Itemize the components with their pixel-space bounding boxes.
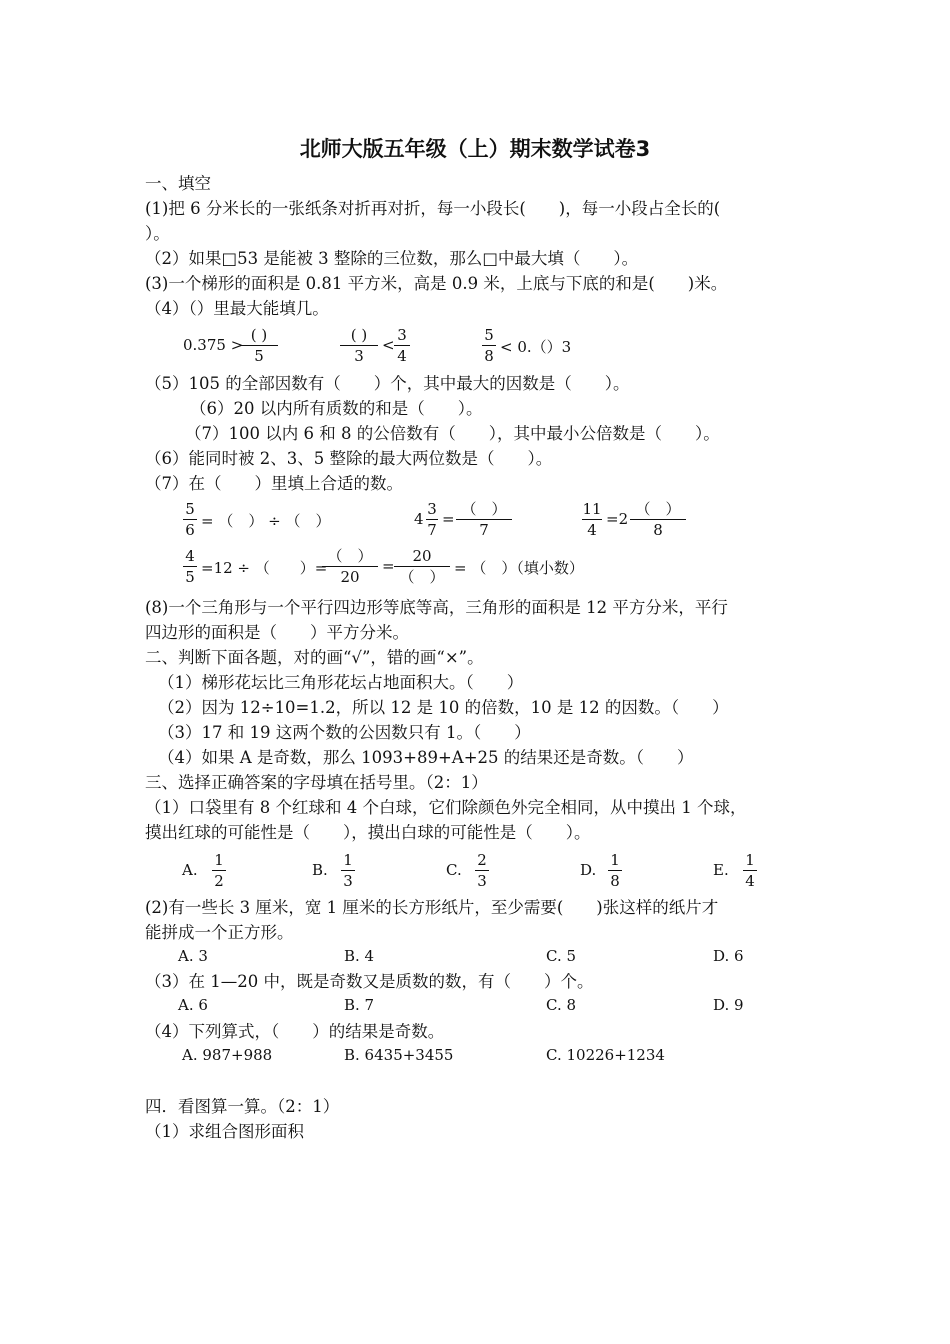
question-3-1-line-2: 摸出红球的可能性是（ ），摸出白球的可能性是（ ）。 xyxy=(145,823,591,842)
q7-e4-numerator: 4 xyxy=(185,547,195,565)
q7-e2-equals: = xyxy=(442,510,455,528)
question-2-2: （2）因为 12÷10=1.2，所以 12 是 10 的倍数，10 是 12 的因数。（ ） xyxy=(158,698,729,717)
q3-1-option-b-numerator: 1 xyxy=(343,851,353,869)
q3-4-option-b: B. 6435+3455 xyxy=(344,1046,454,1064)
q7-e4-fraction-2 xyxy=(322,546,378,587)
section-3-heading: 三、选择正确答案的字母填在括号里。（2：1） xyxy=(145,773,488,792)
q7-e4-fraction xyxy=(183,546,197,587)
q4-b-fraction xyxy=(340,325,378,366)
q4-a-denominator: 5 xyxy=(240,345,278,366)
q3-1-option-c-denominator: 3 xyxy=(475,870,489,891)
question-1-7b: （7）在（ ）里填上合适的数。 xyxy=(145,474,403,493)
q7-e3-numerator: 11 xyxy=(582,500,602,518)
q4-c-numerator: 5 xyxy=(484,326,494,344)
q7-e3-result-denominator: 8 xyxy=(630,519,686,540)
q4-c-denominator: 8 xyxy=(482,345,496,366)
section-1-heading: 一、填空 xyxy=(145,174,211,193)
q7-e3-fraction xyxy=(582,499,602,540)
q3-1-option-d-fraction xyxy=(608,850,622,891)
q3-2-option-c: C. 5 xyxy=(546,947,577,965)
q3-1-option-a-denominator: 2 xyxy=(212,870,226,891)
question-1-8-line-1: (8)一个三角形与一个平行四边形等底等高，三角形的面积是 12 平方分米，平行 xyxy=(145,598,728,617)
question-3-2-line-1: (2)有一些长 3 厘米，宽 1 厘米的长方形纸片，至少需要( )张这样的纸片才 xyxy=(145,898,719,917)
q7-e2-result-fraction xyxy=(456,499,512,540)
q4-a-fraction xyxy=(240,325,278,366)
q4-a-numerator: ( ) xyxy=(250,326,268,344)
q3-3-option-a: A. 6 xyxy=(178,996,208,1014)
section-2-heading: 二、判断下面各题，对的画“√”，错的画“×”。 xyxy=(145,648,484,667)
q3-1-option-c-fraction xyxy=(475,850,489,891)
section-4-heading: 四．看图算一算。（2：1） xyxy=(145,1097,340,1116)
q3-3-option-d: D. 9 xyxy=(713,996,744,1014)
question-2-1: （1）梯形花坛比三角形花坛占地面积大。（ ） xyxy=(158,673,524,692)
q3-1-option-a-numerator: 1 xyxy=(214,851,224,869)
q3-1-option-e-fraction xyxy=(743,850,757,891)
question-3-2-line-2: 能拼成一个正方形。 xyxy=(145,923,294,942)
q3-1-option-d-numerator: 1 xyxy=(610,851,620,869)
q3-1-option-e-label: E. xyxy=(713,861,729,879)
q7-e4-end: = （ ）（填小数） xyxy=(454,559,584,577)
question-1-7a: （7）100 以内 6 和 8 的公倍数有（ ），其中最小公倍数是（ ）。 xyxy=(185,424,720,443)
q3-1-option-b-label: B. xyxy=(312,861,328,879)
q3-1-option-c-numerator: 2 xyxy=(477,851,487,869)
q3-1-option-b-denominator: 3 xyxy=(341,870,355,891)
question-1-3: (3)一个梯形的面积是 0.81 平方米，高是 0.9 米，上底与下底的和是( )米。 xyxy=(145,274,728,293)
q3-2-option-b: B. 4 xyxy=(344,947,375,965)
question-3-4: （4）下列算式，（ ）的结果是奇数。 xyxy=(145,1022,445,1041)
q3-3-option-b: B. 7 xyxy=(344,996,375,1014)
q3-1-option-c-label: C. xyxy=(446,861,462,879)
q3-1-option-e-denominator: 4 xyxy=(743,870,757,891)
q3-1-option-a-fraction xyxy=(212,850,226,891)
q4-a-left: 0.375 > xyxy=(183,336,244,354)
question-1-6a: （6）20 以内所有质数的和是（ ）。 xyxy=(190,399,483,418)
q3-1-option-a-label: A. xyxy=(182,861,198,879)
q7-e3-equals: =2 xyxy=(606,510,629,528)
q3-3-option-c: C. 8 xyxy=(546,996,577,1014)
question-1-2: （2）如果□53 是能被 3 整除的三位数，那么□中最大填（ ）。 xyxy=(145,249,639,268)
q7-e2-fraction xyxy=(426,499,438,540)
q3-4-option-a: A. 987+988 xyxy=(182,1046,273,1064)
q7-e4-fraction-3 xyxy=(394,546,450,587)
q7-e1-rest: = （ ） ÷ （ ） xyxy=(201,512,331,530)
q3-1-option-e-numerator: 1 xyxy=(745,851,755,869)
question-1-6b: （6）能同时被 2、3、5 整除的最大两位数是（ ）。 xyxy=(145,449,553,468)
question-3-3: （3）在 1—20 中，既是奇数又是质数的数，有（ ）个。 xyxy=(145,972,594,991)
q7-e4-denominator-3: （ ） xyxy=(394,566,450,587)
q3-1-option-b-fraction xyxy=(341,850,355,891)
q7-e3-result-fraction xyxy=(630,499,686,540)
q4-b-denominator-2: 4 xyxy=(394,345,410,366)
q7-e2-numerator: 3 xyxy=(427,500,437,518)
question-2-3: （3）17 和 19 这两个数的公因数只有 1。（ ） xyxy=(158,723,531,742)
question-1-1-line-2: ）。 xyxy=(145,224,170,243)
q7-e3-result-numerator: （ ） xyxy=(635,500,681,518)
q7-e4-numerator-3: 20 xyxy=(412,547,432,565)
q7-e2-denominator: 7 xyxy=(427,521,437,539)
q7-e4-denominator: 5 xyxy=(183,566,197,587)
question-1-8-line-2: 四边形的面积是（ ）平方分米。 xyxy=(145,623,409,642)
question-1-4: （4）（）里最大能填几。 xyxy=(145,299,329,318)
q7-e2-result-denominator: 7 xyxy=(456,519,512,540)
q7-e1-denominator: 6 xyxy=(183,519,197,540)
q7-e1-fraction xyxy=(183,499,197,540)
q7-e4-denominator-2: 20 xyxy=(322,566,378,587)
question-3-1-line-1: （1）口袋里有 8 个红球和 4 个白球，它们除颜色外完全相同，从中摸出 1 个球， xyxy=(145,798,747,817)
q3-1-option-d-denominator: 8 xyxy=(608,870,622,891)
q4-b-fraction-2 xyxy=(394,325,410,366)
q7-e2-whole: 4 xyxy=(414,510,424,528)
q3-2-option-a: A. 3 xyxy=(178,947,208,965)
q7-e1-numerator: 5 xyxy=(185,500,195,518)
question-1-5: （5）105 的全部因数有（ ）个，其中最大的因数是（ ）。 xyxy=(145,374,630,393)
q4-c-fraction xyxy=(482,325,496,366)
question-2-4: （4）如果 A 是奇数，那么 1093+89+A+25 的结果还是奇数。（ ） xyxy=(158,748,694,767)
page-title: 北师大版五年级（上）期末数学试卷3 xyxy=(299,137,651,161)
q7-e2-result-numerator: （ ） xyxy=(461,500,507,518)
question-4-1: （1）求组合图形面积 xyxy=(145,1122,304,1141)
q4-c-right: < 0.（）3 xyxy=(500,338,572,356)
q4-b-denominator: 3 xyxy=(340,345,378,366)
q4-b-numerator-2: 3 xyxy=(397,326,407,344)
q3-1-option-d-label: D. xyxy=(580,861,597,879)
q4-b-less: < xyxy=(382,336,395,354)
q7-e4-numerator-2: （ ） xyxy=(327,547,373,565)
q3-2-option-d: D. 6 xyxy=(713,947,744,965)
question-1-1-line-1: (1)把 6 分米长的一张纸条对折再对折，每一小段长( )，每一小段占全长的( xyxy=(145,199,721,218)
q3-4-option-c: C. 10226+1234 xyxy=(546,1046,665,1064)
q4-b-numerator: ( ) xyxy=(350,326,368,344)
q7-e4-equals-2: = xyxy=(382,557,395,575)
q7-e4-middle: =12 ÷ （ ）= xyxy=(201,559,328,577)
q7-e3-denominator: 4 xyxy=(582,519,602,540)
